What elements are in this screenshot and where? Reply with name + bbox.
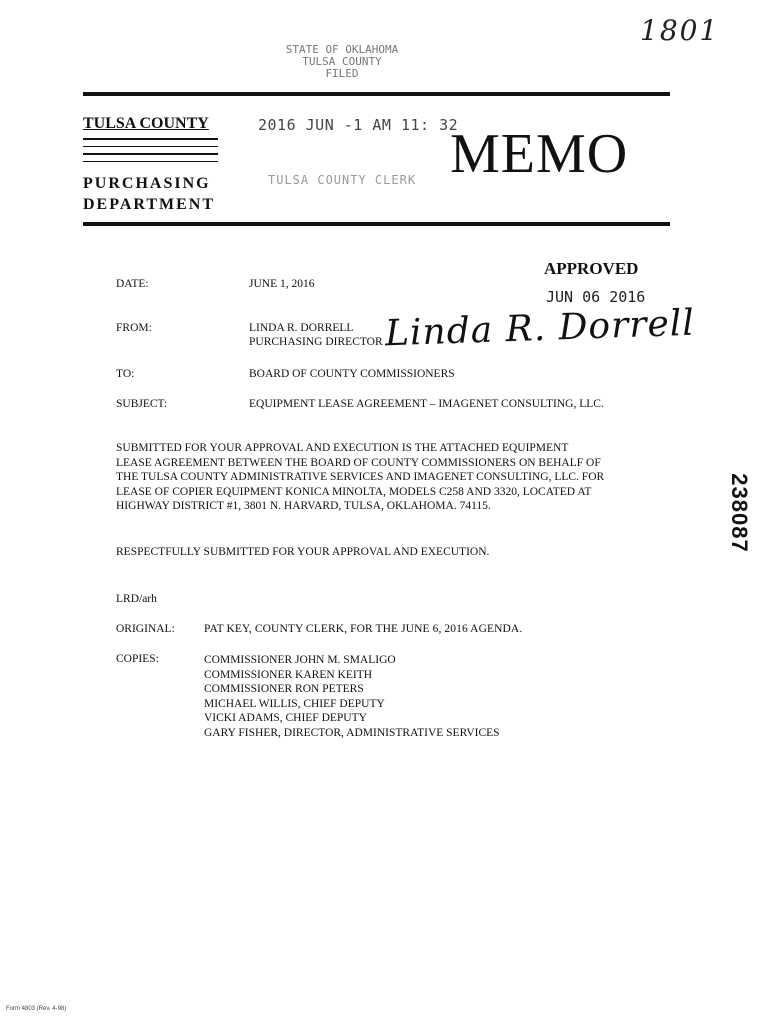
typist-initials: LRD/arh <box>116 593 157 605</box>
subject-label: SUBJECT: <box>116 398 168 410</box>
copies-item: GARY FISHER, DIRECTOR, ADMINISTRATIVE SERVICES <box>204 726 500 739</box>
to-label: TO: <box>116 368 135 380</box>
letterhead-decorative-lines <box>83 138 218 162</box>
approved-stamp: APPROVED <box>544 259 639 278</box>
subject-value: EQUIPMENT LEASE AGREEMENT – IMAGENET CONSULTING, LLC. <box>249 398 604 410</box>
copies-item: VICKI ADAMS, CHIEF DEPUTY <box>204 712 367 724</box>
copies-item: COMMISSIONER RON PETERS <box>204 683 364 695</box>
clerk-stamp-filed: FILED <box>325 67 359 80</box>
memo-title: MEMO <box>450 123 629 185</box>
header-top-rule <box>83 92 670 96</box>
closing-paragraph: RESPECTFULLY SUBMITTED FOR YOUR APPROVAL AND EXECUTION. <box>116 546 490 558</box>
original-label: ORIGINAL: <box>116 623 175 635</box>
from-title: PURCHASING DIRECTOR <box>249 336 383 348</box>
body-line: SUBMITTED FOR YOUR APPROVAL AND EXECUTION IS THE ATTACHED EQUIPMENT <box>116 442 569 454</box>
letterhead-county: TULSA COUNTY <box>83 115 209 132</box>
header-bottom-rule <box>83 222 670 226</box>
body-line: THE TULSA COUNTY ADMINISTRATIVE SERVICES AND IMAGENET CONSULTING, LLC. FOR <box>116 471 605 483</box>
from-name: LINDA R. DORRELL <box>249 322 354 334</box>
date-value: JUNE 1, 2016 <box>249 278 315 290</box>
clerk-stamp-state: STATE OF OKLAHOMA <box>285 43 399 56</box>
letterhead-dept-line1: PURCHASING <box>83 175 211 192</box>
letterhead-dept-line2: DEPARTMENT <box>83 196 216 213</box>
clerk-stamp-county: TULSA COUNTY <box>302 55 382 68</box>
approved-date-stamp: JUN 06 2016 <box>546 288 646 306</box>
body-line: LEASE AGREEMENT BETWEEN THE BOARD OF COUNTY COMMISSIONERS ON BEHALF OF <box>116 456 601 469</box>
original-value: PAT KEY, COUNTY CLERK, FOR THE JUNE 6, 2016 AGENDA. <box>204 623 523 635</box>
date-label: DATE: <box>116 278 149 290</box>
copies-item: MICHAEL WILLIS, CHIEF DEPUTY <box>204 697 385 710</box>
body-paragraph <box>116 441 656 514</box>
copies-list <box>204 653 500 740</box>
handwritten-document-number: 1801 <box>640 14 720 47</box>
signature: Linda R. Dorrell <box>384 302 696 355</box>
from-label: FROM: <box>116 322 152 334</box>
copies-item: COMMISSIONER JOHN M. SMALIGO <box>204 654 396 666</box>
copies-label: COPIES: <box>116 653 159 665</box>
body-line: HIGHWAY DISTRICT #1, 3801 N. HARVARD, TULSA, OKLAHOMA. 74115. <box>116 500 491 512</box>
clerk-stamp <box>262 44 422 80</box>
copies-item: COMMISSIONER KAREN KEITH <box>204 668 373 681</box>
to-value: BOARD OF COUNTY COMMISSIONERS <box>249 368 455 380</box>
body-line: LEASE OF COPIER EQUIPMENT KONICA MINOLTA, MODELS C258 AND 3320, LOCATED AT <box>116 485 592 498</box>
form-number: Form 4803 (Rev. 4-98) <box>6 1006 67 1012</box>
received-stamp: 2016 JUN -1 AM 11: 32 <box>258 116 459 134</box>
side-document-number: 238087 <box>727 473 752 553</box>
clerk-office-stamp: TULSA COUNTY CLERK <box>268 173 417 187</box>
